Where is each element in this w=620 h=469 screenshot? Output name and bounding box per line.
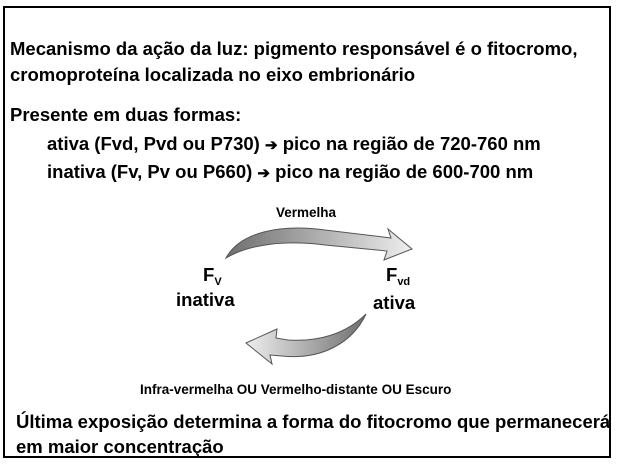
far-red-light-arrow: [246, 314, 366, 364]
red-light-arrow: [226, 228, 412, 260]
intro-line-2: cromoproteína localizada no eixo embrionário: [10, 64, 416, 85]
arrow-right-icon: ➔: [264, 137, 278, 154]
inactive-symbol-subscript: V: [214, 276, 222, 288]
inactive-symbol: [203, 264, 222, 288]
bottom-arrow-label: Infra-vermelha OU Vermelho-distante OU Escuro: [140, 382, 452, 397]
active-symbol-letter: F: [386, 264, 398, 285]
active-symbol-subscript: vd: [397, 276, 411, 288]
active-form-text: ativa (Fvd, Pvd ou P730): [47, 133, 260, 154]
conclusion-line-2: em maior concentração: [16, 436, 224, 457]
arrow-right-icon: ➔: [257, 165, 270, 182]
top-arrow-label: Vermelha: [276, 205, 337, 220]
conclusion-line-1: Última exposição determina a forma do fitocromo que permanecerá: [16, 411, 611, 432]
forms-heading: Presente em duas formas:: [10, 104, 242, 125]
inactive-form-peak: pico na região de 600-700 nm: [275, 161, 534, 182]
active-form-peak: pico na região de 720-760 nm: [282, 133, 541, 154]
intro-line-1: Mecanismo da ação da luz: pigmento responsável é o fitocromo,: [10, 38, 578, 59]
inactive-label: inativa: [176, 289, 235, 310]
inactive-symbol-letter: F: [203, 264, 215, 285]
active-symbol: [386, 264, 410, 288]
inactive-form-text: inativa (Fv, Pv ou P660): [47, 161, 253, 182]
active-label: ativa: [373, 292, 416, 313]
